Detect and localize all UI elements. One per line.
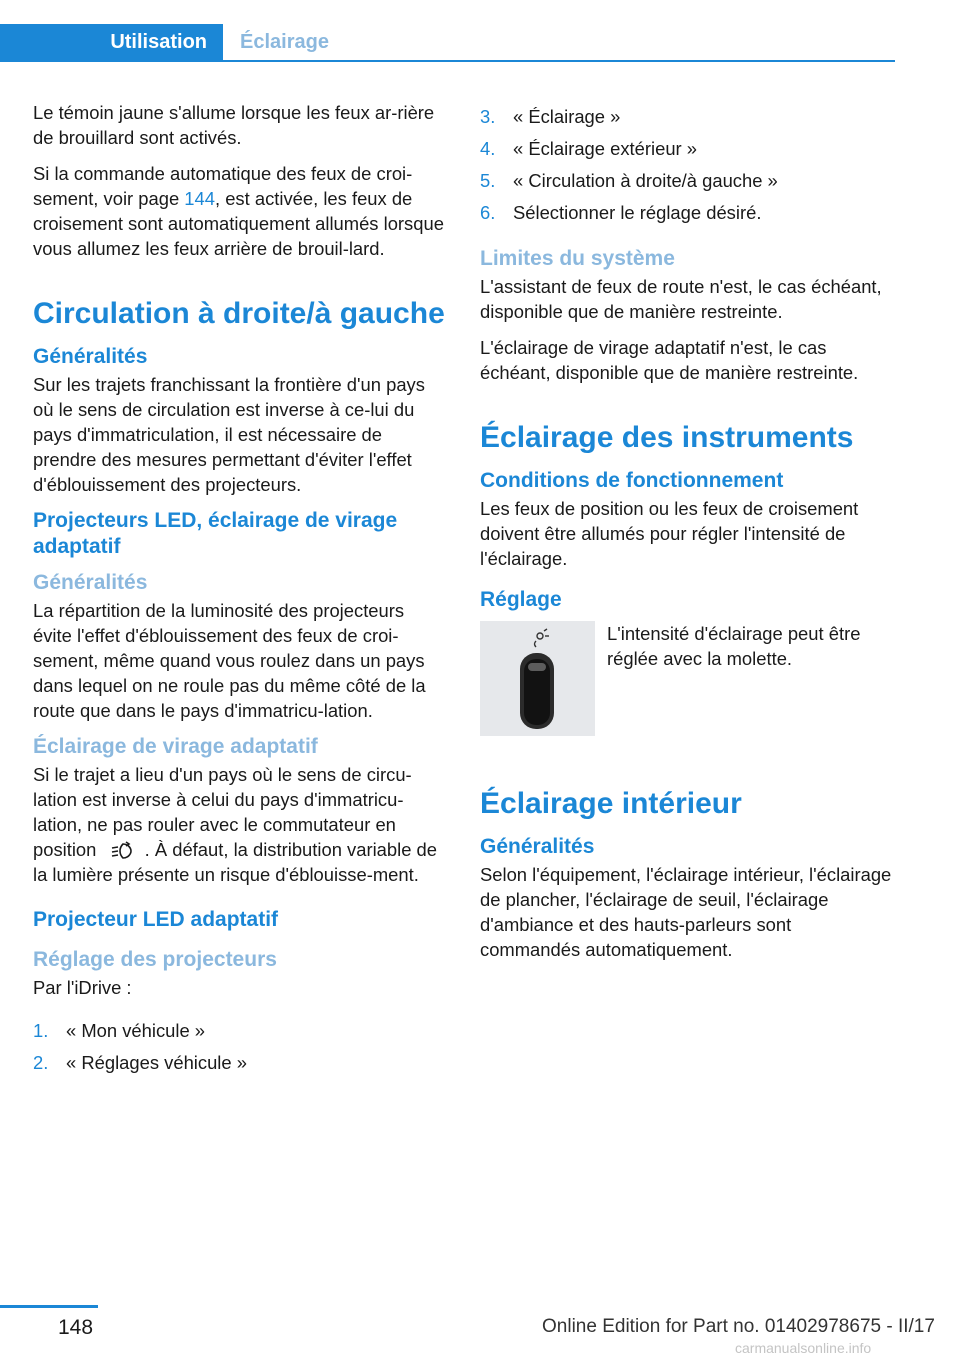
paragraph: L'éclairage de virage adaptatif n'est, le cas échéant, disponible que de manière restreinte. <box>480 337 859 383</box>
list-item: 3. « Éclairage » <box>480 106 621 127</box>
subheading-reglage-projecteurs: Réglage des projecteurs <box>33 948 277 972</box>
list-item: 2. « Réglages véhicule » <box>33 1052 247 1074</box>
list-item: 5. « Circulation à droite/à gauche » <box>480 170 778 191</box>
list-item: 1. « Mon véhicule » <box>33 1020 206 1042</box>
watermark: carmanualsonline.info <box>735 1340 872 1356</box>
reglage-figure-row <box>480 621 892 736</box>
paragraph: Si le trajet a lieu d'un pays où le sens de circu‐lation est inverse à celui du pays d'immatricu‐lation, ne pas rouler avec le commutateur en position . À défaut, la distribution variable de la lumière présente un risque d'éblouisse‐ment. <box>33 764 438 886</box>
list-item: 4. « Éclairage extérieur » <box>480 138 698 159</box>
paragraph: Par l'iDrive : <box>33 977 132 999</box>
heading-projecteur-adaptatif: Projecteur LED adaptatif <box>33 908 279 932</box>
heading-conditions: Conditions de fonctionnement <box>480 469 784 492</box>
subheading-eclairage-virage: Éclairage de virage adaptatif <box>33 735 318 758</box>
right-column <box>480 100 892 973</box>
section-tab-eclairage: Éclairage <box>240 31 329 53</box>
paragraph: L'intensité d'éclairage peut être réglée avec la molette. <box>607 623 861 669</box>
paragraph: L'assistant de feux de route n'est, le cas échéant, disponible que de manière restreinte. <box>480 276 882 322</box>
heading-generalites: Généralités <box>33 345 148 368</box>
paragraph: Selon l'équipement, l'éclairage intérieur, l'éclairage de plancher, l'éclairage de seuil, l'éclairage d'ambiance et des hauts-parleurs sont commandés automatiquement. <box>480 864 892 960</box>
paragraph: Si la commande automatique des feux de croi‐sement, voir page 144, est activée, les feux de croisement sont automatiquement allumés lorsque vous allumez les feux arrière de brouil‐lard. <box>33 163 444 259</box>
page-header <box>0 0 960 62</box>
subheading-generalites: Généralités <box>33 571 148 594</box>
page-number: 148 <box>58 1316 94 1339</box>
paragraph: Le témoin jaune s'allume lorsque les feux ar‐rière de brouillard sont activés. <box>33 102 435 148</box>
paragraph: La répartition de la luminosité des projecteurs évite l'effet d'éblouissement des feux de croi‐sement, même quand vous roulez dans un pays dans lequel on ne roule pas du même côté de la route que dans le pays d'immatricu‐lation. <box>33 600 426 721</box>
heading-eclairage-instruments: Éclairage des instruments <box>480 421 854 454</box>
dimmer-wheel-image <box>480 621 595 736</box>
left-column <box>33 100 445 1094</box>
heading-generalites: Généralités <box>480 835 595 858</box>
section-tab-utilisation: Utilisation <box>0 24 223 61</box>
steps-list <box>480 104 892 232</box>
list-item: 6. Sélectionner le réglage désiré. <box>480 202 762 223</box>
heading-eclairage-interieur: Éclairage intérieur <box>480 787 742 820</box>
header-divider <box>0 60 895 62</box>
page-link[interactable]: 144 <box>184 188 215 209</box>
heading-circulation: Circulation à droite/à gauche <box>33 297 445 330</box>
paragraph: Les feux de position ou les feux de croisement doivent être allumés pour régler l'intensité de l'éclairage. <box>480 498 859 569</box>
adaptive-light-switch-icon <box>104 840 138 862</box>
paragraph: Sur les trajets franchissant la frontière d'un pays où le sens de circulation est inverse à ce‐lui du pays d'immatriculation, il est nécessaire de prendre des mesures permettant d'éviter l'effet d'éblouissement des projecteurs. <box>33 374 425 495</box>
subheading-limites: Limites du système <box>480 247 675 270</box>
footer-divider <box>0 1305 98 1308</box>
steps-list <box>33 1018 445 1082</box>
edition-info: Online Edition for Part no. 01402978675 - II/17 <box>542 1316 935 1337</box>
heading-reglage: Réglage <box>480 588 562 611</box>
heading-projecteurs-led: Projecteurs LED, éclairage de virage adaptatif <box>33 509 398 558</box>
